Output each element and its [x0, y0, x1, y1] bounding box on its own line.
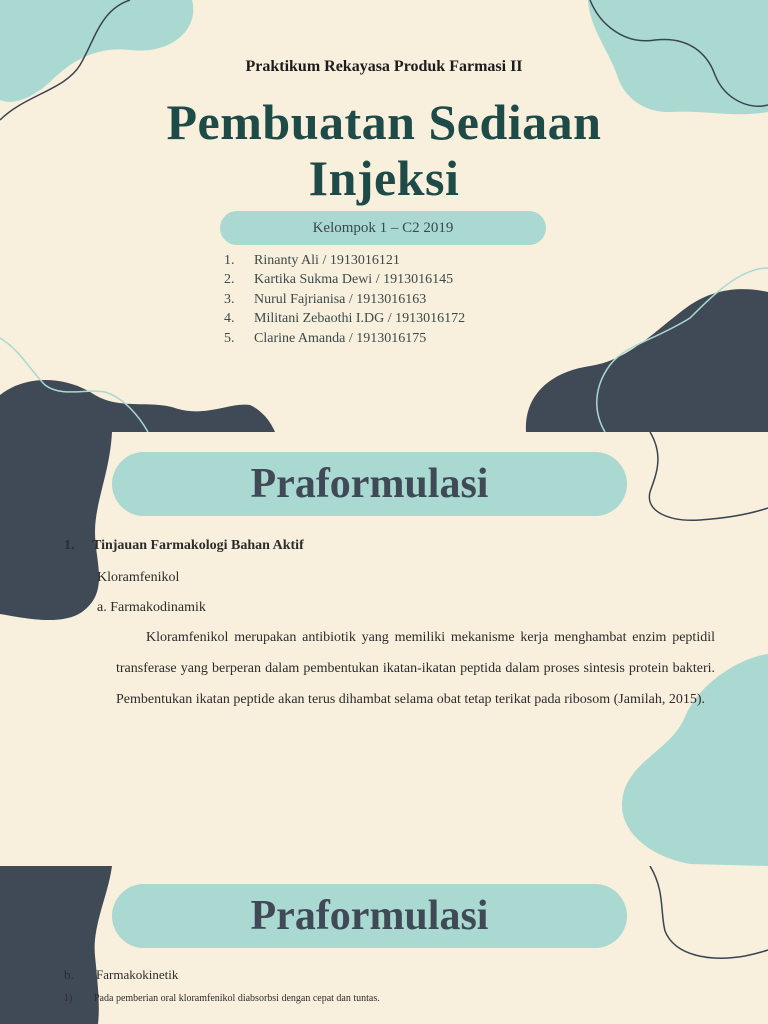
- member-number: 3.: [224, 291, 235, 307]
- line-right: [649, 432, 768, 520]
- page-title: [0, 94, 768, 206]
- body-paragraph: [116, 622, 715, 715]
- subsection-a: a. Farmakodinamik: [97, 600, 206, 615]
- member-name: Rinanty Ali / 1913016121: [254, 253, 400, 268]
- praformulasi-slide-1: [0, 432, 768, 866]
- blob-left: [0, 432, 112, 620]
- member-name: Kartika Sukma Dewi / 1913016145: [254, 272, 454, 288]
- member-name: Nurul Fajrianisa / 1913016163: [254, 291, 427, 307]
- member-item: [224, 251, 465, 270]
- member-item: [224, 309, 465, 328]
- subsection-b-number: b.: [64, 967, 74, 982]
- member-number: 2.: [224, 272, 235, 288]
- member-name: Militani Zebaothi I.DG / 1913016172: [254, 311, 466, 327]
- section-title: Tinjauan Farmakologi Bahan Aktif: [92, 538, 304, 553]
- member-item: [224, 270, 465, 289]
- section-number: 1.: [64, 538, 75, 553]
- drug-name: Kloramfenikol: [97, 570, 180, 585]
- member-item: [224, 329, 465, 348]
- member-item: [224, 290, 465, 309]
- member-number: 5.: [224, 330, 235, 346]
- group-label: Kelompok 1 – C2 2019: [220, 211, 546, 245]
- member-number: 1.: [224, 253, 235, 268]
- praformulasi-slide-2: [0, 866, 768, 1024]
- line-right: [650, 866, 768, 958]
- item-number: 1): [64, 993, 73, 1004]
- item-text: Pada pemberian oral kloramfenikol diabsorbsi dengan cepat dan tuntas.: [94, 993, 380, 1004]
- section-heading: Praformulasi: [112, 884, 627, 948]
- member-list: [224, 251, 465, 348]
- section-heading: Praformulasi: [112, 452, 627, 516]
- blob-bottom-left: [0, 380, 275, 432]
- member-number: 4.: [224, 311, 235, 327]
- subsection-b: Farmakokinetik: [96, 967, 179, 982]
- title-line-1: Pembuatan Sediaan: [166, 94, 602, 150]
- member-name: Clarine Amanda / 1913016175: [254, 330, 427, 346]
- blob-top-left: [0, 0, 193, 102]
- title-slide: [0, 0, 768, 432]
- blob-bottom-right: [526, 289, 768, 432]
- title-line-2: Injeksi: [308, 150, 460, 206]
- course-subtitle: Praktikum Rekayasa Produk Farmasi II: [245, 58, 523, 75]
- paragraph-text: Kloramfenikol merupakan antibiotik yang memiliki mekanisme kerja menghambat enzim peptidil transferase yang berperan dalam pembentukan ikatan-ikatan peptida dalam proses sintesis protein bakteri. Pembentukan ikatan peptide akan terus dihambat selama obat tetap terikat pada ribosom (Jamilah, 2015).: [116, 630, 715, 707]
